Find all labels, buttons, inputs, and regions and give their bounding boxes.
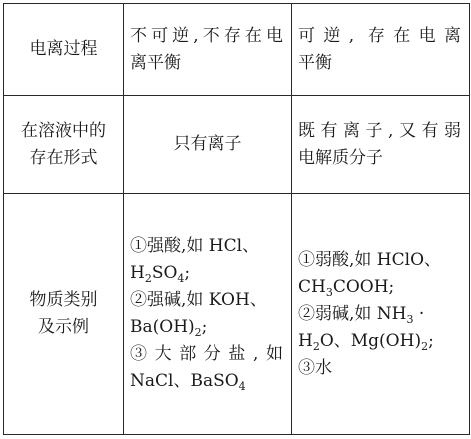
- cell-line: ③大部分盐,如: [130, 344, 283, 364]
- cell-line: ①强酸,如 HCl、: [130, 236, 260, 256]
- formula-text: H: [130, 263, 145, 283]
- formula-text: ;: [184, 263, 191, 283]
- cell-line: [130, 260, 283, 287]
- formula-text: ②弱碱,如 NH: [298, 303, 407, 324]
- subscript: 4: [177, 272, 185, 285]
- cell-line: [298, 274, 461, 301]
- header-line: 物质类别: [29, 290, 98, 310]
- cell-line: [298, 301, 461, 328]
- subscript: 2: [194, 326, 202, 339]
- cell-line: 既有离子,又有弱: [298, 120, 461, 141]
- comparison-table: [3, 3, 470, 435]
- formula-text: ;: [201, 317, 208, 337]
- cell-line: ①弱酸,如 HClO、: [298, 249, 442, 270]
- row-header-existence-form: [4, 96, 124, 194]
- row-header-category-examples: [4, 194, 124, 435]
- cell-line: [298, 328, 461, 355]
- cell-line: 只有离子: [173, 134, 242, 154]
- cell-line: 可逆, 存在电离: [298, 25, 461, 46]
- row-header-ionization-process: [4, 4, 124, 96]
- subscript: 3: [325, 285, 333, 299]
- header-line: 在溶液中的: [21, 120, 106, 141]
- subscript: 2: [421, 339, 429, 353]
- cell-strong-existence: [124, 96, 292, 194]
- formula-text: ·: [413, 303, 425, 324]
- cell-line: 平衡: [298, 52, 332, 73]
- subscript: 2: [312, 339, 320, 353]
- formula-text: NaCl、BaSO: [130, 371, 239, 391]
- formula-text: SO: [151, 263, 178, 283]
- cell-line: 电解质分子: [298, 147, 383, 168]
- header-line: 电离过程: [29, 39, 98, 59]
- subscript: 2: [144, 272, 152, 285]
- formula-text: O、Mg(OH): [319, 330, 422, 351]
- subscript: 3: [406, 312, 414, 326]
- cell-weak-ionization: [292, 4, 470, 96]
- header-line: 及示例: [38, 317, 89, 337]
- cell-line: ②强碱,如 KOH、: [130, 290, 267, 310]
- cell-line: [130, 368, 283, 395]
- cell-line: ③水: [298, 357, 332, 378]
- table-row-category-examples: [4, 194, 470, 435]
- table-row-ionization-process: [4, 4, 470, 96]
- cell-strong-ionization: [124, 4, 292, 96]
- formula-text: CH: [298, 276, 326, 297]
- formula-text: COOH;: [332, 276, 395, 297]
- cell-line: 离平衡: [130, 52, 181, 73]
- cell-line: 不可逆,不存在电: [130, 25, 283, 46]
- header-line: 存在形式: [29, 147, 98, 168]
- formula-text: H: [298, 330, 313, 351]
- formula-text: Ba(OH): [130, 317, 195, 337]
- table-row-existence-form: [4, 96, 470, 194]
- cell-strong-examples: [124, 194, 292, 435]
- cell-line: [130, 314, 283, 341]
- cell-weak-existence: [292, 96, 470, 194]
- cell-weak-examples: [292, 194, 470, 435]
- formula-text: ;: [428, 330, 434, 351]
- subscript: 4: [238, 380, 246, 393]
